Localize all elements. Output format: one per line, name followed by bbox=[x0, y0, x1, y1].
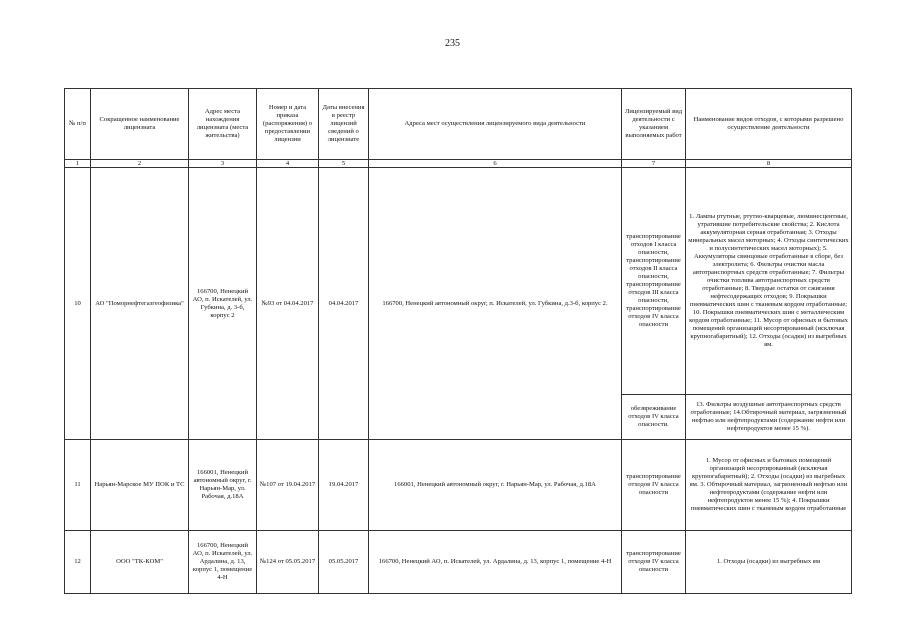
column-number: 6 bbox=[369, 160, 622, 168]
waste-types: 13. Фильтры воздушные автотранспортных средств отработанные; 14.Обтирочный материал, загрязненный нефтью или нефтепродуктами (содержание нефти или нефтепродуктов менее 15 %). bbox=[686, 395, 852, 440]
header-row bbox=[65, 89, 852, 160]
column-number: 7 bbox=[622, 160, 686, 168]
header-cell-date: Даты внесения в реестр лицензий сведений о лицензиате bbox=[319, 89, 369, 160]
header-cell-name: Сокращенное наименование лицензиата bbox=[91, 89, 189, 160]
registry-date: 05.05.2017 bbox=[319, 531, 369, 594]
column-number: 8 bbox=[686, 160, 852, 168]
header-cell-address: Адрес места нахождения лицензиата (места жительства) bbox=[189, 89, 257, 160]
order-number-date: №124 от 05.05.2017 bbox=[257, 531, 319, 594]
header-cell-num: № п/п bbox=[65, 89, 91, 160]
column-number: 4 bbox=[257, 160, 319, 168]
waste-types: 1. Лампы ртутные, ртутно-кварцевые, люминесцентные, утратившие потребительские свойства; 2. Кислота аккумуляторная серная отработанная; 3. Отходы минеральных масел моторных; 4. Отходы синтетических и полусинтетических масел моторных); 5. Аккумуляторы свинцовые отработанные в сборе, без электролита; 6. Фильтры очистки масла автотранспортных средств отработанные; 7. Фильтры очистки топлива автотранспортных средств отработанные; 8. Твердые остатки от сжигания нефтесодержащих отходов; 9. Покрышки пневматических шин с тканевым кордом отработанные; 10. Покрышки пневматических шин с металлическим кордом отработанные; 11. Мусор от офисных и бытовых помещений организаций несортированный (исключая крупногабаритный); 12. Отходы (осадки) из выгребных ям. bbox=[686, 168, 852, 395]
waste-types: 1. Отходы (осадки) из выгребных ям bbox=[686, 531, 852, 594]
waste-types: 1. Мусор от офисных и бытовых помещений организаций несортированный (исключая крупногабаритный); 2. Отходы (осадки) из выгребных ям. 3. Обтирочный материал, загрязненный нефтью или нефтепродуктами (содержание нефти или нефтепродуктов менее 15 %); 4. Покрышки пневматических шин с тканевым кордом отработанные bbox=[686, 440, 852, 531]
licensee-address: 166700, Ненецкий АО, п. Искателей, ул. Губкина, д. 3-б, корпус 2 bbox=[189, 168, 257, 440]
activity-places: 166001, Ненецкий автономный округ, г. Нарьян-Мар, ул. Рабочая, д.18А bbox=[369, 440, 622, 531]
column-number: 5 bbox=[319, 160, 369, 168]
column-number: 1 bbox=[65, 160, 91, 168]
column-number-row bbox=[65, 160, 852, 168]
license-registry-table bbox=[64, 88, 852, 594]
licensee-address: 166700, Ненецкий АО, п. Искателей, ул. Ардалина, д. 13, корпус 1, помещение 4-Н bbox=[189, 531, 257, 594]
licensed-activity: транспортирование отходов I класса опасности, транспортирование отходов II класса опасности, транспортирование отходов III класса опасности, транспортирование отходов IV класса опасности bbox=[622, 168, 686, 395]
header-cell-activity: Лицензируемый вид деятельности с указанием выполняемых работ bbox=[622, 89, 686, 160]
column-number: 2 bbox=[91, 160, 189, 168]
licensee-name: АО "Поморнефтегазгеофизика" bbox=[91, 168, 189, 440]
licensed-activity: обезвреживание отходов IV класса опасности. bbox=[622, 395, 686, 440]
row-number: 12 bbox=[65, 531, 91, 594]
header-cell-order: Номер и дата приказа (распоряжения) о предоставлении лицензии bbox=[257, 89, 319, 160]
registry-date: 19.04.2017 bbox=[319, 440, 369, 531]
licensee-name: ООО "ТК-КОМ" bbox=[91, 531, 189, 594]
activity-places: 166700, Ненецкий АО, п. Искателей, ул. Ардалина, д. 13, корпус 1, помещение 4-Н bbox=[369, 531, 622, 594]
licensed-activity: транспортирование отходов IV класса опасности bbox=[622, 440, 686, 531]
table-row bbox=[65, 531, 852, 594]
page-number: 235 bbox=[445, 38, 460, 49]
order-number-date: №93 от 04.04.2017 bbox=[257, 168, 319, 440]
order-number-date: №107 от 19.04.2017 bbox=[257, 440, 319, 531]
licensed-activity: транспортирование отходов IV класса опасности bbox=[622, 531, 686, 594]
activity-places: 166700, Ненецкий автономный округ, п. Искателей, ул. Губкина, д.3-б, корпус 2. bbox=[369, 168, 622, 440]
table-row bbox=[65, 440, 852, 531]
licensee-address: 166001, Ненецкий автономный округ, г. Нарьян-Мар, ул. Рабочая, д.18А bbox=[189, 440, 257, 531]
table-row bbox=[65, 168, 852, 395]
row-number: 11 bbox=[65, 440, 91, 531]
header-cell-waste: Наименование видов отходов, с которыми разрешено осуществление деятельности bbox=[686, 89, 852, 160]
row-number: 10 bbox=[65, 168, 91, 440]
column-number: 3 bbox=[189, 160, 257, 168]
registry-date: 04.04.2017 bbox=[319, 168, 369, 440]
licensee-name: Нарьян-Марское МУ ПОК и ТС bbox=[91, 440, 189, 531]
header-cell-places: Адреса мест осуществления лицензируемого вида деятельности bbox=[369, 89, 622, 160]
